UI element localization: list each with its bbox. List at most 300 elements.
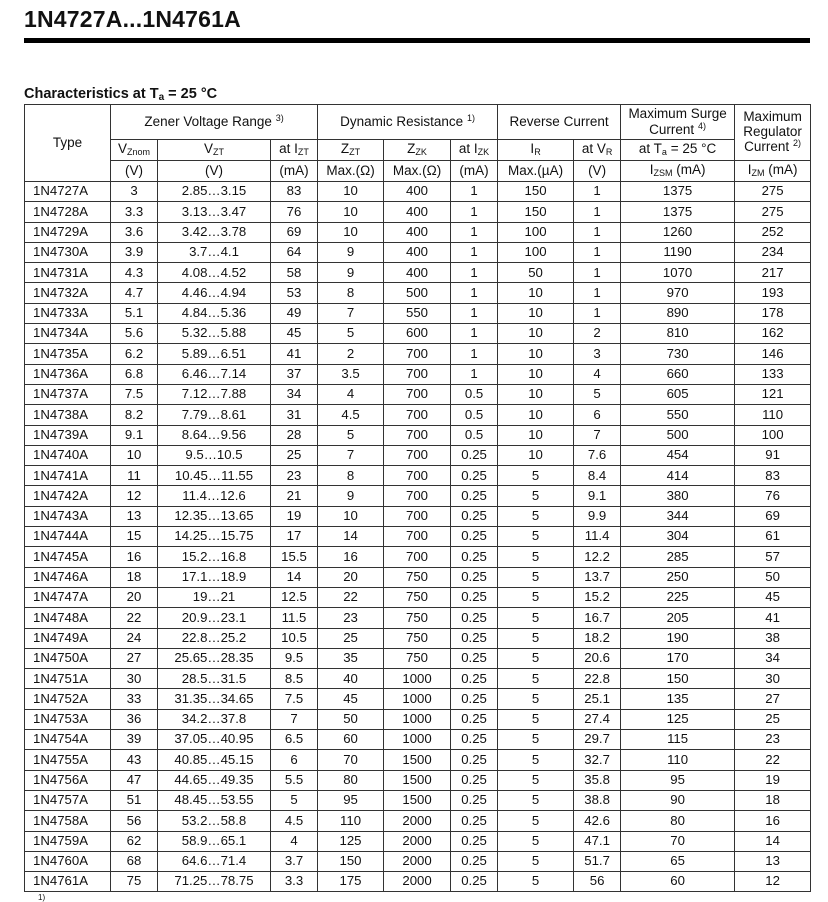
cell-izk: 1 <box>451 324 498 344</box>
cell-vznom: 39 <box>111 730 158 750</box>
unit-ir: Max.(µA) <box>498 161 574 182</box>
cell-izm: 275 <box>735 182 811 202</box>
cell-vznom: 4.3 <box>111 263 158 283</box>
cell-izt: 83 <box>271 182 318 202</box>
cell-type: 1N4727A <box>25 182 111 202</box>
cell-ir: 5 <box>498 770 574 790</box>
cell-vr: 3 <box>574 344 621 364</box>
cell-zzk: 500 <box>384 283 451 303</box>
cell-ir: 5 <box>498 527 574 547</box>
table-row <box>25 587 811 607</box>
cell-izsm: 90 <box>621 790 735 810</box>
cell-zzk: 700 <box>384 527 451 547</box>
cell-izsm: 500 <box>621 425 735 445</box>
cell-zzk: 1000 <box>384 730 451 750</box>
cell-vr: 9.1 <box>574 486 621 506</box>
cell-type: 1N4755A <box>25 750 111 770</box>
cell-izt: 23 <box>271 466 318 486</box>
cell-zzt: 2 <box>318 344 384 364</box>
cell-vr: 15.2 <box>574 587 621 607</box>
cell-type: 1N4743A <box>25 506 111 526</box>
table-row <box>25 466 811 486</box>
cell-zzk: 1000 <box>384 709 451 729</box>
cell-ir: 5 <box>498 466 574 486</box>
cell-vzt: 12.35…13.65 <box>158 506 271 526</box>
header-max-surge-current: Maximum Surge Current $^{4)}$ <box>621 105 735 140</box>
cell-zzk: 1500 <box>384 770 451 790</box>
cell-izsm: 730 <box>621 344 735 364</box>
cell-type: 1N4760A <box>25 851 111 871</box>
cell-izk: 0.25 <box>451 466 498 486</box>
cell-zzk: 700 <box>384 364 451 384</box>
header-vzt: $V_{ZT}$ <box>158 140 271 161</box>
cell-izk: 0.25 <box>451 486 498 506</box>
cell-izt: 14 <box>271 567 318 587</box>
cell-izt: 5 <box>271 790 318 810</box>
table-row <box>25 486 811 506</box>
cell-izk: 0.25 <box>451 872 498 892</box>
cell-type: 1N4733A <box>25 303 111 323</box>
cell-izsm: 970 <box>621 283 735 303</box>
cell-izm: 30 <box>735 669 811 689</box>
cell-zzk: 2000 <box>384 851 451 871</box>
cell-type: 1N4737A <box>25 384 111 404</box>
cell-zzt: 50 <box>318 709 384 729</box>
cell-zzk: 750 <box>384 648 451 668</box>
cell-vzt: 53.2…58.8 <box>158 811 271 831</box>
unit-izm: $I_{ZM}$ (mA) <box>735 161 811 182</box>
cell-izsm: 285 <box>621 547 735 567</box>
cell-type: 1N4740A <box>25 445 111 465</box>
cell-vznom: 9.1 <box>111 425 158 445</box>
cell-izt: 4 <box>271 831 318 851</box>
cell-izt: 31 <box>271 405 318 425</box>
cell-vzt: 58.9…65.1 <box>158 831 271 851</box>
title-rule <box>24 38 810 43</box>
cell-vr: 32.7 <box>574 750 621 770</box>
header-vr: at $V_R$ <box>574 140 621 161</box>
cell-izk: 1 <box>451 263 498 283</box>
cell-type: 1N4757A <box>25 790 111 810</box>
cell-zzt: 9 <box>318 263 384 283</box>
cell-izk: 0.25 <box>451 811 498 831</box>
cell-izsm: 660 <box>621 364 735 384</box>
cell-type: 1N4730A <box>25 242 111 262</box>
cell-ir: 5 <box>498 648 574 668</box>
cell-vznom: 18 <box>111 567 158 587</box>
cell-izm: 110 <box>735 405 811 425</box>
cell-zzt: 7 <box>318 445 384 465</box>
cell-vznom: 16 <box>111 547 158 567</box>
cell-izsm: 304 <box>621 527 735 547</box>
cell-vzt: 37.05…40.95 <box>158 730 271 750</box>
cell-vznom: 15 <box>111 527 158 547</box>
cell-type: 1N4732A <box>25 283 111 303</box>
table-row <box>25 445 811 465</box>
cell-izk: 0.25 <box>451 445 498 465</box>
cell-ir: 10 <box>498 324 574 344</box>
cell-vr: 42.6 <box>574 811 621 831</box>
cell-ir: 5 <box>498 831 574 851</box>
cell-zzk: 2000 <box>384 811 451 831</box>
cell-izsm: 205 <box>621 608 735 628</box>
cell-izt: 34 <box>271 384 318 404</box>
cell-vr: 20.6 <box>574 648 621 668</box>
cell-type: 1N4749A <box>25 628 111 648</box>
cell-zzt: 95 <box>318 790 384 810</box>
cell-zzt: 20 <box>318 567 384 587</box>
header-ir: $I_R$ <box>498 140 574 161</box>
cell-zzk: 550 <box>384 303 451 323</box>
table-row <box>25 202 811 222</box>
cell-zzt: 40 <box>318 669 384 689</box>
cell-vzt: 2.85…3.15 <box>158 182 271 202</box>
cell-zzt: 10 <box>318 182 384 202</box>
cell-zzt: 8 <box>318 283 384 303</box>
cell-zzk: 700 <box>384 445 451 465</box>
cell-izk: 0.25 <box>451 750 498 770</box>
cell-ir: 5 <box>498 872 574 892</box>
cell-zzt: 10 <box>318 222 384 242</box>
cell-izk: 0.5 <box>451 425 498 445</box>
cell-vr: 22.8 <box>574 669 621 689</box>
cell-zzt: 10 <box>318 506 384 526</box>
table-row <box>25 770 811 790</box>
cell-izt: 49 <box>271 303 318 323</box>
cell-zzt: 60 <box>318 730 384 750</box>
cell-izt: 6.5 <box>271 730 318 750</box>
cell-izk: 0.25 <box>451 831 498 851</box>
table-row <box>25 831 811 851</box>
cell-vznom: 51 <box>111 790 158 810</box>
cell-izm: 13 <box>735 851 811 871</box>
cell-izk: 1 <box>451 182 498 202</box>
cell-izsm: 250 <box>621 567 735 587</box>
cell-vr: 11.4 <box>574 527 621 547</box>
cell-vr: 13.7 <box>574 567 621 587</box>
cell-izm: 61 <box>735 527 811 547</box>
cell-zzt: 5 <box>318 324 384 344</box>
cell-zzk: 400 <box>384 182 451 202</box>
cell-izt: 15.5 <box>271 547 318 567</box>
header-max-regulator-current: Maximum Regulator Current $^{2)}$ <box>735 105 811 161</box>
cell-vzt: 6.46…7.14 <box>158 364 271 384</box>
cell-zzk: 400 <box>384 222 451 242</box>
footnote-marker: 1) <box>38 893 46 902</box>
table-row <box>25 851 811 871</box>
cell-type: 1N4751A <box>25 669 111 689</box>
table-row <box>25 872 811 892</box>
header-zzt: $Z_{ZT}$ <box>318 140 384 161</box>
table-row <box>25 608 811 628</box>
cell-izsm: 1260 <box>621 222 735 242</box>
cell-zzk: 700 <box>384 405 451 425</box>
cell-izm: 178 <box>735 303 811 323</box>
cell-vr: 18.2 <box>574 628 621 648</box>
cell-type: 1N4761A <box>25 872 111 892</box>
cell-type: 1N4750A <box>25 648 111 668</box>
cell-vr: 6 <box>574 405 621 425</box>
cell-vznom: 22 <box>111 608 158 628</box>
cell-vznom: 3.9 <box>111 242 158 262</box>
cell-izt: 25 <box>271 445 318 465</box>
cell-zzt: 16 <box>318 547 384 567</box>
cell-izt: 11.5 <box>271 608 318 628</box>
cell-izk: 0.25 <box>451 689 498 709</box>
cell-izm: 45 <box>735 587 811 607</box>
table-row <box>25 811 811 831</box>
cell-izsm: 65 <box>621 851 735 871</box>
cell-izsm: 135 <box>621 689 735 709</box>
cell-izt: 3.3 <box>271 872 318 892</box>
cell-ir: 5 <box>498 811 574 831</box>
cell-vzt: 17.1…18.9 <box>158 567 271 587</box>
cell-izsm: 414 <box>621 466 735 486</box>
table-row <box>25 242 811 262</box>
cell-ir: 10 <box>498 425 574 445</box>
cell-zzk: 750 <box>384 628 451 648</box>
cell-type: 1N4731A <box>25 263 111 283</box>
cell-zzt: 125 <box>318 831 384 851</box>
cell-izm: 16 <box>735 811 811 831</box>
cell-izt: 7 <box>271 709 318 729</box>
cell-vzt: 5.89…6.51 <box>158 344 271 364</box>
cell-vr: 25.1 <box>574 689 621 709</box>
cell-vr: 9.9 <box>574 506 621 526</box>
unit-vznom: (V) <box>111 161 158 182</box>
cell-zzk: 1000 <box>384 669 451 689</box>
cell-vznom: 20 <box>111 587 158 607</box>
cell-zzk: 1500 <box>384 750 451 770</box>
cell-izsm: 605 <box>621 384 735 404</box>
cell-izk: 0.25 <box>451 648 498 668</box>
cell-izk: 0.25 <box>451 547 498 567</box>
header-surge-condition: at $T_a = 25$ °C <box>621 140 735 161</box>
cell-ir: 10 <box>498 384 574 404</box>
cell-type: 1N4754A <box>25 730 111 750</box>
cell-zzk: 400 <box>384 242 451 262</box>
cell-ir: 5 <box>498 506 574 526</box>
cell-izt: 17 <box>271 527 318 547</box>
cell-type: 1N4753A <box>25 709 111 729</box>
cell-vr: 1 <box>574 283 621 303</box>
cell-vznom: 3.3 <box>111 202 158 222</box>
cell-vznom: 24 <box>111 628 158 648</box>
cell-zzk: 700 <box>384 425 451 445</box>
cell-izsm: 225 <box>621 587 735 607</box>
unit-izsm: $I_{ZSM}$ (mA) <box>621 161 735 182</box>
cell-izm: 76 <box>735 486 811 506</box>
cell-vr: 12.2 <box>574 547 621 567</box>
header-reverse-current: Reverse Current <box>498 105 621 140</box>
cell-ir: 5 <box>498 486 574 506</box>
cell-zzt: 110 <box>318 811 384 831</box>
table-row <box>25 425 811 445</box>
cell-type: 1N4747A <box>25 587 111 607</box>
cell-vznom: 8.2 <box>111 405 158 425</box>
cell-izm: 14 <box>735 831 811 851</box>
cell-izt: 37 <box>271 364 318 384</box>
cell-ir: 10 <box>498 445 574 465</box>
cell-ir: 5 <box>498 730 574 750</box>
cell-vzt: 19…21 <box>158 587 271 607</box>
cell-zzk: 2000 <box>384 872 451 892</box>
cell-izm: 252 <box>735 222 811 242</box>
cell-izsm: 70 <box>621 831 735 851</box>
cell-type: 1N4728A <box>25 202 111 222</box>
cell-izm: 146 <box>735 344 811 364</box>
table-row <box>25 182 811 202</box>
cell-vr: 56 <box>574 872 621 892</box>
cell-vr: 47.1 <box>574 831 621 851</box>
cell-izt: 41 <box>271 344 318 364</box>
cell-ir: 10 <box>498 283 574 303</box>
cell-zzt: 14 <box>318 527 384 547</box>
cell-izsm: 1190 <box>621 242 735 262</box>
cell-izsm: 125 <box>621 709 735 729</box>
table-row <box>25 628 811 648</box>
cell-vznom: 5.1 <box>111 303 158 323</box>
cell-vzt: 14.25…15.75 <box>158 527 271 547</box>
cell-vr: 5 <box>574 384 621 404</box>
cell-izm: 23 <box>735 730 811 750</box>
cell-vr: 38.8 <box>574 790 621 810</box>
cell-izm: 38 <box>735 628 811 648</box>
cell-vznom: 3 <box>111 182 158 202</box>
cell-type: 1N4759A <box>25 831 111 851</box>
cell-vzt: 9.5…10.5 <box>158 445 271 465</box>
cell-izk: 0.25 <box>451 567 498 587</box>
cell-izk: 0.25 <box>451 770 498 790</box>
table-row <box>25 263 811 283</box>
header-vznom: $V_{Znom}$ <box>111 140 158 161</box>
cell-zzk: 750 <box>384 608 451 628</box>
cell-izsm: 150 <box>621 669 735 689</box>
cell-vzt: 71.25…78.75 <box>158 872 271 892</box>
cell-type: 1N4744A <box>25 527 111 547</box>
cell-izt: 5.5 <box>271 770 318 790</box>
table-row <box>25 283 811 303</box>
cell-izt: 6 <box>271 750 318 770</box>
cell-vzt: 3.13…3.47 <box>158 202 271 222</box>
cell-vr: 51.7 <box>574 851 621 871</box>
cell-zzt: 23 <box>318 608 384 628</box>
cell-ir: 5 <box>498 750 574 770</box>
cell-izk: 0.25 <box>451 587 498 607</box>
unit-zzk: Max.(Ω) <box>384 161 451 182</box>
cell-vr: 1 <box>574 242 621 262</box>
table-row <box>25 384 811 404</box>
cell-type: 1N4756A <box>25 770 111 790</box>
cell-izt: 12.5 <box>271 587 318 607</box>
cell-izt: 76 <box>271 202 318 222</box>
cell-izk: 0.25 <box>451 628 498 648</box>
cell-zzk: 600 <box>384 324 451 344</box>
cell-vznom: 12 <box>111 486 158 506</box>
cell-type: 1N4742A <box>25 486 111 506</box>
cell-ir: 10 <box>498 364 574 384</box>
cell-zzt: 9 <box>318 242 384 262</box>
cell-zzt: 4 <box>318 384 384 404</box>
cell-izt: 10.5 <box>271 628 318 648</box>
cell-vznom: 6.8 <box>111 364 158 384</box>
cell-vr: 7 <box>574 425 621 445</box>
table-row <box>25 344 811 364</box>
cell-zzk: 700 <box>384 466 451 486</box>
cell-vzt: 10.45…11.55 <box>158 466 271 486</box>
cell-vznom: 33 <box>111 689 158 709</box>
cell-zzk: 700 <box>384 547 451 567</box>
cell-vzt: 28.5…31.5 <box>158 669 271 689</box>
cell-vr: 27.4 <box>574 709 621 729</box>
cell-izt: 69 <box>271 222 318 242</box>
cell-zzt: 3.5 <box>318 364 384 384</box>
cell-ir: 10 <box>498 405 574 425</box>
cell-zzk: 750 <box>384 567 451 587</box>
cell-vzt: 64.6…71.4 <box>158 851 271 871</box>
cell-izk: 0.25 <box>451 527 498 547</box>
cell-ir: 5 <box>498 790 574 810</box>
cell-ir: 150 <box>498 182 574 202</box>
cell-izt: 19 <box>271 506 318 526</box>
cell-izt: 9.5 <box>271 648 318 668</box>
cell-vznom: 6.2 <box>111 344 158 364</box>
cell-type: 1N4736A <box>25 364 111 384</box>
unit-izk: (mA) <box>451 161 498 182</box>
cell-izk: 0.5 <box>451 405 498 425</box>
cell-zzt: 4.5 <box>318 405 384 425</box>
cell-izt: 3.7 <box>271 851 318 871</box>
cell-vznom: 7.5 <box>111 384 158 404</box>
cell-izt: 53 <box>271 283 318 303</box>
cell-type: 1N4752A <box>25 689 111 709</box>
cell-izm: 275 <box>735 202 811 222</box>
cell-vzt: 25.65…28.35 <box>158 648 271 668</box>
cell-izm: 162 <box>735 324 811 344</box>
table-row <box>25 790 811 810</box>
cell-zzk: 1000 <box>384 689 451 709</box>
cell-ir: 5 <box>498 547 574 567</box>
cell-izk: 0.25 <box>451 851 498 871</box>
cell-vzt: 34.2…37.8 <box>158 709 271 729</box>
cell-izt: 4.5 <box>271 811 318 831</box>
cell-vznom: 47 <box>111 770 158 790</box>
cell-izk: 1 <box>451 202 498 222</box>
cell-ir: 5 <box>498 587 574 607</box>
cell-izk: 1 <box>451 283 498 303</box>
cell-vr: 1 <box>574 222 621 242</box>
cell-vzt: 40.85…45.15 <box>158 750 271 770</box>
cell-vznom: 68 <box>111 851 158 871</box>
cell-vzt: 4.84…5.36 <box>158 303 271 323</box>
cell-vzt: 4.46…4.94 <box>158 283 271 303</box>
cell-vzt: 15.2…16.8 <box>158 547 271 567</box>
header-izk: at $I_{ZK}$ <box>451 140 498 161</box>
table-row <box>25 303 811 323</box>
cell-vzt: 31.35…34.65 <box>158 689 271 709</box>
cell-zzk: 2000 <box>384 831 451 851</box>
unit-vr: (V) <box>574 161 621 182</box>
header-zener-voltage-range: Zener Voltage Range $^{3)}$ <box>111 105 318 140</box>
cell-vzt: 22.8…25.2 <box>158 628 271 648</box>
cell-izm: 100 <box>735 425 811 445</box>
header-zzk: $Z_{ZK}$ <box>384 140 451 161</box>
cell-ir: 5 <box>498 567 574 587</box>
cell-izk: 0.25 <box>451 790 498 810</box>
cell-vzt: 11.4…12.6 <box>158 486 271 506</box>
cell-izm: 27 <box>735 689 811 709</box>
cell-izk: 1 <box>451 344 498 364</box>
